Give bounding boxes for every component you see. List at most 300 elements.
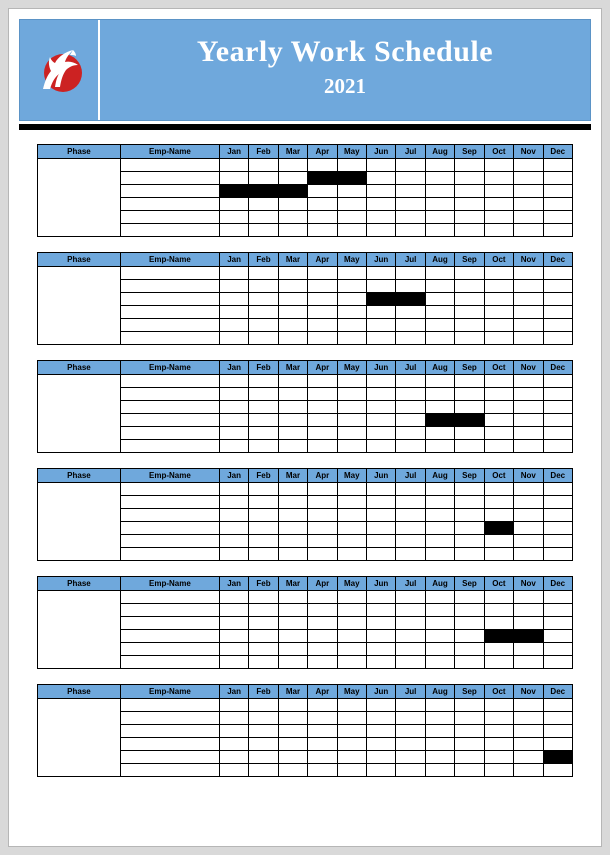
cell-month-feb[interactable] xyxy=(249,535,278,548)
cell-month-sep[interactable] xyxy=(455,617,484,630)
cell-month-oct[interactable] xyxy=(484,375,513,388)
cell-month-jan[interactable] xyxy=(219,280,248,293)
cell-month-mar[interactable] xyxy=(278,440,307,453)
cell-month-mar[interactable] xyxy=(278,643,307,656)
cell-month-nov[interactable] xyxy=(514,224,543,237)
cell-month-oct[interactable] xyxy=(484,617,513,630)
cell-month-may[interactable] xyxy=(337,332,366,345)
cell-month-dec[interactable] xyxy=(543,293,572,306)
cell-month-jun[interactable] xyxy=(367,388,396,401)
cell-month-jan[interactable] xyxy=(219,643,248,656)
cell-month-feb[interactable] xyxy=(249,224,278,237)
cell-month-aug[interactable] xyxy=(425,764,454,777)
cell-month-sep[interactable] xyxy=(455,306,484,319)
cell-month-jul[interactable] xyxy=(396,427,425,440)
cell-month-may[interactable] xyxy=(337,496,366,509)
cell-month-sep[interactable] xyxy=(455,604,484,617)
cell-month-jan[interactable] xyxy=(219,483,248,496)
cell-month-mar[interactable] xyxy=(278,617,307,630)
cell-month-aug[interactable] xyxy=(425,319,454,332)
cell-month-apr[interactable] xyxy=(308,211,337,224)
cell-month-dec[interactable] xyxy=(543,375,572,388)
cell-month-aug[interactable] xyxy=(425,656,454,669)
cell-employee[interactable] xyxy=(120,548,219,561)
cell-month-may[interactable] xyxy=(337,712,366,725)
schedule-bar-cell[interactable] xyxy=(425,414,454,427)
cell-month-oct[interactable] xyxy=(484,548,513,561)
cell-month-jul[interactable] xyxy=(396,388,425,401)
cell-month-sep[interactable] xyxy=(455,293,484,306)
cell-month-mar[interactable] xyxy=(278,630,307,643)
cell-month-jun[interactable] xyxy=(367,319,396,332)
cell-month-jun[interactable] xyxy=(367,267,396,280)
cell-month-oct[interactable] xyxy=(484,738,513,751)
cell-month-jun[interactable] xyxy=(367,738,396,751)
cell-month-jul[interactable] xyxy=(396,712,425,725)
cell-month-may[interactable] xyxy=(337,604,366,617)
cell-month-aug[interactable] xyxy=(425,159,454,172)
cell-month-jun[interactable] xyxy=(367,427,396,440)
cell-month-may[interactable] xyxy=(337,751,366,764)
cell-employee[interactable] xyxy=(120,764,219,777)
cell-month-apr[interactable] xyxy=(308,496,337,509)
cell-month-apr[interactable] xyxy=(308,630,337,643)
cell-month-oct[interactable] xyxy=(484,211,513,224)
cell-month-sep[interactable] xyxy=(455,280,484,293)
cell-month-jul[interactable] xyxy=(396,414,425,427)
cell-month-jan[interactable] xyxy=(219,604,248,617)
cell-month-jul[interactable] xyxy=(396,535,425,548)
cell-month-jan[interactable] xyxy=(219,159,248,172)
cell-month-dec[interactable] xyxy=(543,738,572,751)
cell-month-may[interactable] xyxy=(337,699,366,712)
schedule-bar-cell[interactable] xyxy=(249,185,278,198)
cell-month-apr[interactable] xyxy=(308,224,337,237)
cell-month-jan[interactable] xyxy=(219,388,248,401)
cell-month-may[interactable] xyxy=(337,738,366,751)
cell-month-oct[interactable] xyxy=(484,198,513,211)
cell-month-aug[interactable] xyxy=(425,738,454,751)
cell-month-sep[interactable] xyxy=(455,764,484,777)
cell-month-feb[interactable] xyxy=(249,617,278,630)
cell-employee[interactable] xyxy=(120,522,219,535)
cell-month-may[interactable] xyxy=(337,630,366,643)
cell-month-oct[interactable] xyxy=(484,604,513,617)
cell-month-jun[interactable] xyxy=(367,224,396,237)
cell-month-dec[interactable] xyxy=(543,159,572,172)
cell-month-dec[interactable] xyxy=(543,509,572,522)
cell-month-apr[interactable] xyxy=(308,280,337,293)
cell-month-sep[interactable] xyxy=(455,699,484,712)
cell-month-jun[interactable] xyxy=(367,764,396,777)
cell-month-mar[interactable] xyxy=(278,496,307,509)
cell-month-oct[interactable] xyxy=(484,699,513,712)
cell-month-nov[interactable] xyxy=(514,319,543,332)
cell-month-nov[interactable] xyxy=(514,604,543,617)
cell-month-oct[interactable] xyxy=(484,496,513,509)
cell-month-mar[interactable] xyxy=(278,280,307,293)
cell-month-nov[interactable] xyxy=(514,483,543,496)
cell-month-jan[interactable] xyxy=(219,496,248,509)
cell-month-dec[interactable] xyxy=(543,630,572,643)
cell-month-sep[interactable] xyxy=(455,522,484,535)
cell-month-dec[interactable] xyxy=(543,699,572,712)
cell-month-feb[interactable] xyxy=(249,306,278,319)
cell-month-nov[interactable] xyxy=(514,496,543,509)
cell-month-feb[interactable] xyxy=(249,591,278,604)
cell-month-dec[interactable] xyxy=(543,440,572,453)
cell-employee[interactable] xyxy=(120,198,219,211)
cell-month-nov[interactable] xyxy=(514,764,543,777)
cell-month-mar[interactable] xyxy=(278,198,307,211)
cell-month-apr[interactable] xyxy=(308,306,337,319)
cell-phase[interactable] xyxy=(38,483,121,561)
cell-month-mar[interactable] xyxy=(278,738,307,751)
cell-month-aug[interactable] xyxy=(425,522,454,535)
cell-phase[interactable] xyxy=(38,159,121,237)
cell-employee[interactable] xyxy=(120,401,219,414)
cell-employee[interactable] xyxy=(120,414,219,427)
cell-employee[interactable] xyxy=(120,211,219,224)
cell-month-may[interactable] xyxy=(337,198,366,211)
cell-month-jan[interactable] xyxy=(219,764,248,777)
cell-employee[interactable] xyxy=(120,280,219,293)
cell-month-nov[interactable] xyxy=(514,643,543,656)
cell-month-aug[interactable] xyxy=(425,509,454,522)
cell-employee[interactable] xyxy=(120,496,219,509)
cell-month-nov[interactable] xyxy=(514,738,543,751)
cell-month-may[interactable] xyxy=(337,293,366,306)
cell-month-may[interactable] xyxy=(337,388,366,401)
cell-month-jun[interactable] xyxy=(367,375,396,388)
cell-month-oct[interactable] xyxy=(484,712,513,725)
cell-month-feb[interactable] xyxy=(249,656,278,669)
cell-month-dec[interactable] xyxy=(543,211,572,224)
cell-month-aug[interactable] xyxy=(425,604,454,617)
cell-month-nov[interactable] xyxy=(514,440,543,453)
cell-month-nov[interactable] xyxy=(514,414,543,427)
cell-month-feb[interactable] xyxy=(249,738,278,751)
cell-month-jul[interactable] xyxy=(396,764,425,777)
cell-month-aug[interactable] xyxy=(425,224,454,237)
cell-month-jun[interactable] xyxy=(367,401,396,414)
cell-month-apr[interactable] xyxy=(308,319,337,332)
cell-month-aug[interactable] xyxy=(425,185,454,198)
cell-month-jul[interactable] xyxy=(396,496,425,509)
cell-month-sep[interactable] xyxy=(455,440,484,453)
cell-month-may[interactable] xyxy=(337,280,366,293)
cell-month-jan[interactable] xyxy=(219,591,248,604)
cell-month-may[interactable] xyxy=(337,267,366,280)
cell-month-dec[interactable] xyxy=(543,267,572,280)
cell-month-nov[interactable] xyxy=(514,725,543,738)
cell-month-feb[interactable] xyxy=(249,630,278,643)
cell-month-oct[interactable] xyxy=(484,764,513,777)
cell-month-apr[interactable] xyxy=(308,427,337,440)
cell-month-jul[interactable] xyxy=(396,280,425,293)
cell-month-jun[interactable] xyxy=(367,306,396,319)
cell-month-nov[interactable] xyxy=(514,185,543,198)
cell-month-sep[interactable] xyxy=(455,375,484,388)
cell-month-oct[interactable] xyxy=(484,656,513,669)
cell-month-sep[interactable] xyxy=(455,751,484,764)
cell-month-oct[interactable] xyxy=(484,306,513,319)
cell-month-jan[interactable] xyxy=(219,699,248,712)
cell-month-jan[interactable] xyxy=(219,535,248,548)
cell-month-nov[interactable] xyxy=(514,401,543,414)
cell-month-may[interactable] xyxy=(337,211,366,224)
cell-employee[interactable] xyxy=(120,509,219,522)
cell-month-feb[interactable] xyxy=(249,522,278,535)
cell-month-dec[interactable] xyxy=(543,388,572,401)
cell-month-dec[interactable] xyxy=(543,332,572,345)
cell-month-oct[interactable] xyxy=(484,280,513,293)
cell-month-jul[interactable] xyxy=(396,617,425,630)
cell-month-mar[interactable] xyxy=(278,604,307,617)
cell-employee[interactable] xyxy=(120,738,219,751)
cell-month-nov[interactable] xyxy=(514,172,543,185)
schedule-bar-cell[interactable] xyxy=(455,414,484,427)
cell-month-jul[interactable] xyxy=(396,185,425,198)
cell-month-dec[interactable] xyxy=(543,427,572,440)
cell-month-jan[interactable] xyxy=(219,509,248,522)
cell-month-aug[interactable] xyxy=(425,388,454,401)
cell-month-aug[interactable] xyxy=(425,535,454,548)
cell-month-aug[interactable] xyxy=(425,427,454,440)
cell-employee[interactable] xyxy=(120,630,219,643)
cell-month-jun[interactable] xyxy=(367,483,396,496)
cell-month-jul[interactable] xyxy=(396,509,425,522)
cell-month-apr[interactable] xyxy=(308,440,337,453)
cell-month-apr[interactable] xyxy=(308,401,337,414)
cell-month-dec[interactable] xyxy=(543,548,572,561)
cell-month-apr[interactable] xyxy=(308,522,337,535)
cell-month-jun[interactable] xyxy=(367,712,396,725)
cell-month-jan[interactable] xyxy=(219,414,248,427)
cell-month-jun[interactable] xyxy=(367,509,396,522)
cell-month-may[interactable] xyxy=(337,306,366,319)
cell-month-oct[interactable] xyxy=(484,172,513,185)
cell-month-mar[interactable] xyxy=(278,656,307,669)
cell-month-jan[interactable] xyxy=(219,712,248,725)
cell-employee[interactable] xyxy=(120,699,219,712)
cell-month-jan[interactable] xyxy=(219,522,248,535)
cell-month-sep[interactable] xyxy=(455,738,484,751)
cell-month-jun[interactable] xyxy=(367,332,396,345)
cell-month-feb[interactable] xyxy=(249,548,278,561)
cell-employee[interactable] xyxy=(120,483,219,496)
cell-month-may[interactable] xyxy=(337,509,366,522)
cell-month-jun[interactable] xyxy=(367,751,396,764)
cell-month-feb[interactable] xyxy=(249,764,278,777)
cell-month-jan[interactable] xyxy=(219,656,248,669)
cell-month-jun[interactable] xyxy=(367,172,396,185)
cell-month-aug[interactable] xyxy=(425,293,454,306)
cell-month-feb[interactable] xyxy=(249,159,278,172)
cell-month-mar[interactable] xyxy=(278,267,307,280)
schedule-bar-cell[interactable] xyxy=(514,630,543,643)
cell-month-jul[interactable] xyxy=(396,643,425,656)
cell-month-may[interactable] xyxy=(337,535,366,548)
cell-month-oct[interactable] xyxy=(484,185,513,198)
cell-month-aug[interactable] xyxy=(425,198,454,211)
cell-employee[interactable] xyxy=(120,604,219,617)
cell-month-nov[interactable] xyxy=(514,375,543,388)
cell-month-jul[interactable] xyxy=(396,522,425,535)
cell-employee[interactable] xyxy=(120,375,219,388)
cell-month-sep[interactable] xyxy=(455,496,484,509)
cell-month-may[interactable] xyxy=(337,401,366,414)
cell-month-apr[interactable] xyxy=(308,751,337,764)
cell-month-aug[interactable] xyxy=(425,699,454,712)
cell-month-aug[interactable] xyxy=(425,725,454,738)
cell-month-sep[interactable] xyxy=(455,224,484,237)
cell-month-nov[interactable] xyxy=(514,656,543,669)
cell-month-aug[interactable] xyxy=(425,375,454,388)
cell-month-sep[interactable] xyxy=(455,535,484,548)
cell-month-sep[interactable] xyxy=(455,172,484,185)
cell-month-jul[interactable] xyxy=(396,198,425,211)
cell-month-apr[interactable] xyxy=(308,535,337,548)
cell-month-nov[interactable] xyxy=(514,427,543,440)
cell-month-apr[interactable] xyxy=(308,198,337,211)
cell-month-may[interactable] xyxy=(337,483,366,496)
cell-month-apr[interactable] xyxy=(308,591,337,604)
cell-month-dec[interactable] xyxy=(543,483,572,496)
cell-employee[interactable] xyxy=(120,656,219,669)
cell-month-jan[interactable] xyxy=(219,306,248,319)
cell-month-jul[interactable] xyxy=(396,699,425,712)
cell-month-dec[interactable] xyxy=(543,306,572,319)
cell-month-jul[interactable] xyxy=(396,591,425,604)
cell-month-apr[interactable] xyxy=(308,656,337,669)
cell-month-feb[interactable] xyxy=(249,401,278,414)
cell-month-dec[interactable] xyxy=(543,496,572,509)
cell-month-jul[interactable] xyxy=(396,604,425,617)
cell-month-jan[interactable] xyxy=(219,293,248,306)
cell-month-feb[interactable] xyxy=(249,211,278,224)
schedule-bar-cell[interactable] xyxy=(308,172,337,185)
cell-month-apr[interactable] xyxy=(308,738,337,751)
cell-phase[interactable] xyxy=(38,267,121,345)
cell-month-jan[interactable] xyxy=(219,224,248,237)
cell-month-jul[interactable] xyxy=(396,548,425,561)
cell-month-may[interactable] xyxy=(337,440,366,453)
cell-month-mar[interactable] xyxy=(278,388,307,401)
cell-employee[interactable] xyxy=(120,185,219,198)
cell-month-jan[interactable] xyxy=(219,617,248,630)
cell-month-mar[interactable] xyxy=(278,427,307,440)
cell-month-mar[interactable] xyxy=(278,375,307,388)
cell-employee[interactable] xyxy=(120,388,219,401)
cell-month-jun[interactable] xyxy=(367,159,396,172)
cell-month-oct[interactable] xyxy=(484,293,513,306)
cell-month-nov[interactable] xyxy=(514,159,543,172)
cell-month-jun[interactable] xyxy=(367,211,396,224)
cell-month-may[interactable] xyxy=(337,224,366,237)
cell-month-dec[interactable] xyxy=(543,172,572,185)
cell-month-feb[interactable] xyxy=(249,699,278,712)
cell-month-jan[interactable] xyxy=(219,172,248,185)
cell-month-oct[interactable] xyxy=(484,643,513,656)
cell-month-dec[interactable] xyxy=(543,643,572,656)
cell-employee[interactable] xyxy=(120,427,219,440)
cell-month-jul[interactable] xyxy=(396,440,425,453)
cell-month-apr[interactable] xyxy=(308,617,337,630)
cell-month-jun[interactable] xyxy=(367,440,396,453)
cell-month-oct[interactable] xyxy=(484,159,513,172)
cell-month-nov[interactable] xyxy=(514,211,543,224)
cell-month-jul[interactable] xyxy=(396,656,425,669)
cell-month-oct[interactable] xyxy=(484,725,513,738)
cell-employee[interactable] xyxy=(120,306,219,319)
cell-month-feb[interactable] xyxy=(249,414,278,427)
cell-month-nov[interactable] xyxy=(514,712,543,725)
cell-month-dec[interactable] xyxy=(543,224,572,237)
cell-month-mar[interactable] xyxy=(278,172,307,185)
cell-month-oct[interactable] xyxy=(484,224,513,237)
cell-month-dec[interactable] xyxy=(543,764,572,777)
cell-month-aug[interactable] xyxy=(425,401,454,414)
cell-month-may[interactable] xyxy=(337,643,366,656)
cell-employee[interactable] xyxy=(120,591,219,604)
cell-month-sep[interactable] xyxy=(455,332,484,345)
cell-month-mar[interactable] xyxy=(278,211,307,224)
cell-month-mar[interactable] xyxy=(278,224,307,237)
table-row[interactable] xyxy=(38,483,573,496)
cell-month-jul[interactable] xyxy=(396,224,425,237)
cell-month-jul[interactable] xyxy=(396,725,425,738)
cell-month-mar[interactable] xyxy=(278,306,307,319)
cell-month-dec[interactable] xyxy=(543,414,572,427)
cell-month-sep[interactable] xyxy=(455,591,484,604)
cell-employee[interactable] xyxy=(120,293,219,306)
cell-month-aug[interactable] xyxy=(425,267,454,280)
cell-month-jul[interactable] xyxy=(396,172,425,185)
cell-employee[interactable] xyxy=(120,332,219,345)
cell-month-mar[interactable] xyxy=(278,401,307,414)
cell-month-sep[interactable] xyxy=(455,725,484,738)
schedule-bar-cell[interactable] xyxy=(484,522,513,535)
table-row[interactable] xyxy=(38,267,573,280)
cell-month-mar[interactable] xyxy=(278,293,307,306)
cell-month-nov[interactable] xyxy=(514,332,543,345)
cell-month-feb[interactable] xyxy=(249,496,278,509)
cell-month-oct[interactable] xyxy=(484,414,513,427)
cell-month-jan[interactable] xyxy=(219,548,248,561)
cell-month-aug[interactable] xyxy=(425,630,454,643)
cell-employee[interactable] xyxy=(120,267,219,280)
cell-month-dec[interactable] xyxy=(543,617,572,630)
cell-month-jun[interactable] xyxy=(367,643,396,656)
schedule-bar-cell[interactable] xyxy=(396,293,425,306)
cell-month-jun[interactable] xyxy=(367,522,396,535)
cell-month-oct[interactable] xyxy=(484,319,513,332)
cell-month-sep[interactable] xyxy=(455,630,484,643)
cell-month-nov[interactable] xyxy=(514,617,543,630)
cell-month-nov[interactable] xyxy=(514,699,543,712)
cell-employee[interactable] xyxy=(120,725,219,738)
table-row[interactable] xyxy=(38,159,573,172)
cell-month-aug[interactable] xyxy=(425,617,454,630)
cell-month-feb[interactable] xyxy=(249,427,278,440)
cell-month-may[interactable] xyxy=(337,591,366,604)
cell-month-may[interactable] xyxy=(337,185,366,198)
cell-month-dec[interactable] xyxy=(543,656,572,669)
cell-month-jul[interactable] xyxy=(396,751,425,764)
cell-month-aug[interactable] xyxy=(425,591,454,604)
cell-month-jun[interactable] xyxy=(367,280,396,293)
